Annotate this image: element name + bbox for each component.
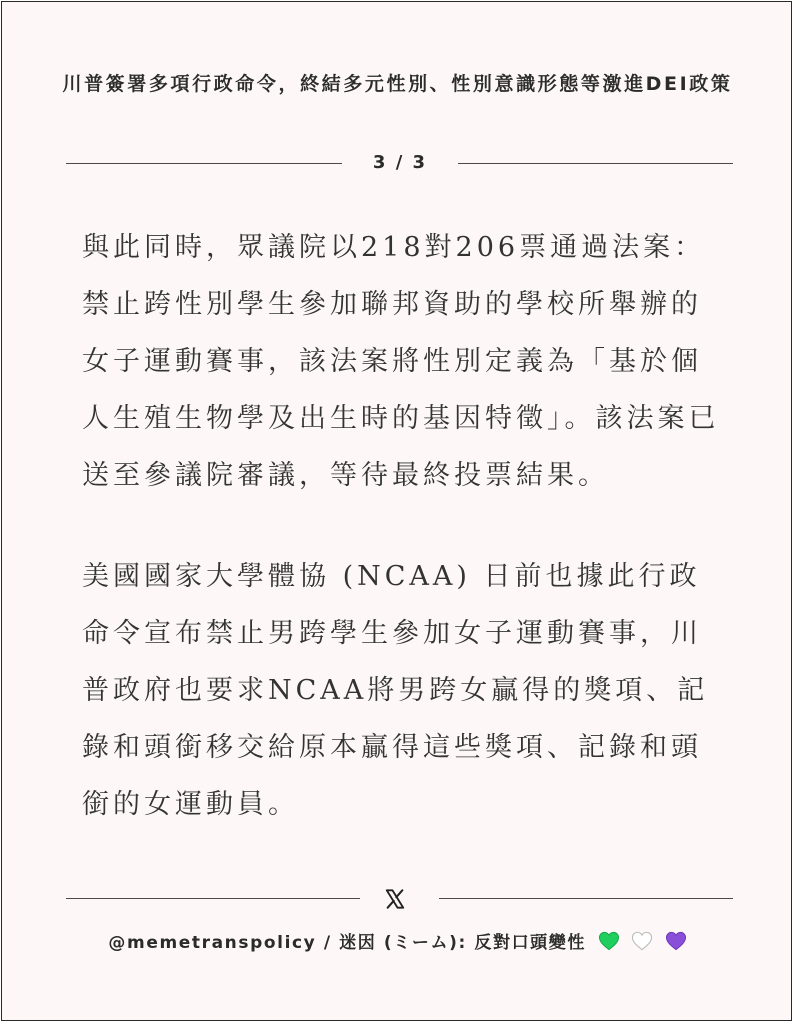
account-handle: @memetranspolicy / 迷因 (ミーム): 反對口頭變性 — [108, 933, 586, 953]
purple-heart-icon — [665, 931, 687, 951]
post-title: 川普簽署多項行政命令，終結多元性別、性別意識形態等激進DEI政策 — [62, 73, 733, 95]
divider-left — [66, 163, 342, 164]
footer-divider-left — [66, 898, 360, 899]
white-heart-icon — [631, 931, 653, 951]
green-heart-icon — [598, 931, 620, 951]
body-paragraph-1: 與此同時，眾議院以218對206票通過法案：禁止跨性別學生參加聯邦資助的學校所舉辦的女子運動賽事，該法案將性別定義為「基於個人生殖生物學及出生時的基因特徵」。該法案已送至參議院審議，等待最終投票結果。 — [82, 232, 720, 491]
footer-divider-right — [439, 898, 733, 899]
footer-handle-line — [42, 927, 753, 959]
page-indicator: 3 / 3 — [372, 152, 428, 173]
body-paragraph-2: 美國國家大學體協 (NCAA) 日前也據此行政命令宣布禁止男跨學生參加女子運動賽事，川普政府也要求NCAA將男跨女贏得的獎項、記錄和頭銜移交給原本贏得這些獎項、記錄和頭銜的女運動員。 — [82, 561, 709, 820]
x-logo-icon — [384, 888, 406, 910]
divider-right — [458, 163, 733, 164]
page-indicator-row — [66, 148, 733, 178]
post-card — [1, 1, 792, 1021]
footer-divider-row — [66, 882, 733, 916]
